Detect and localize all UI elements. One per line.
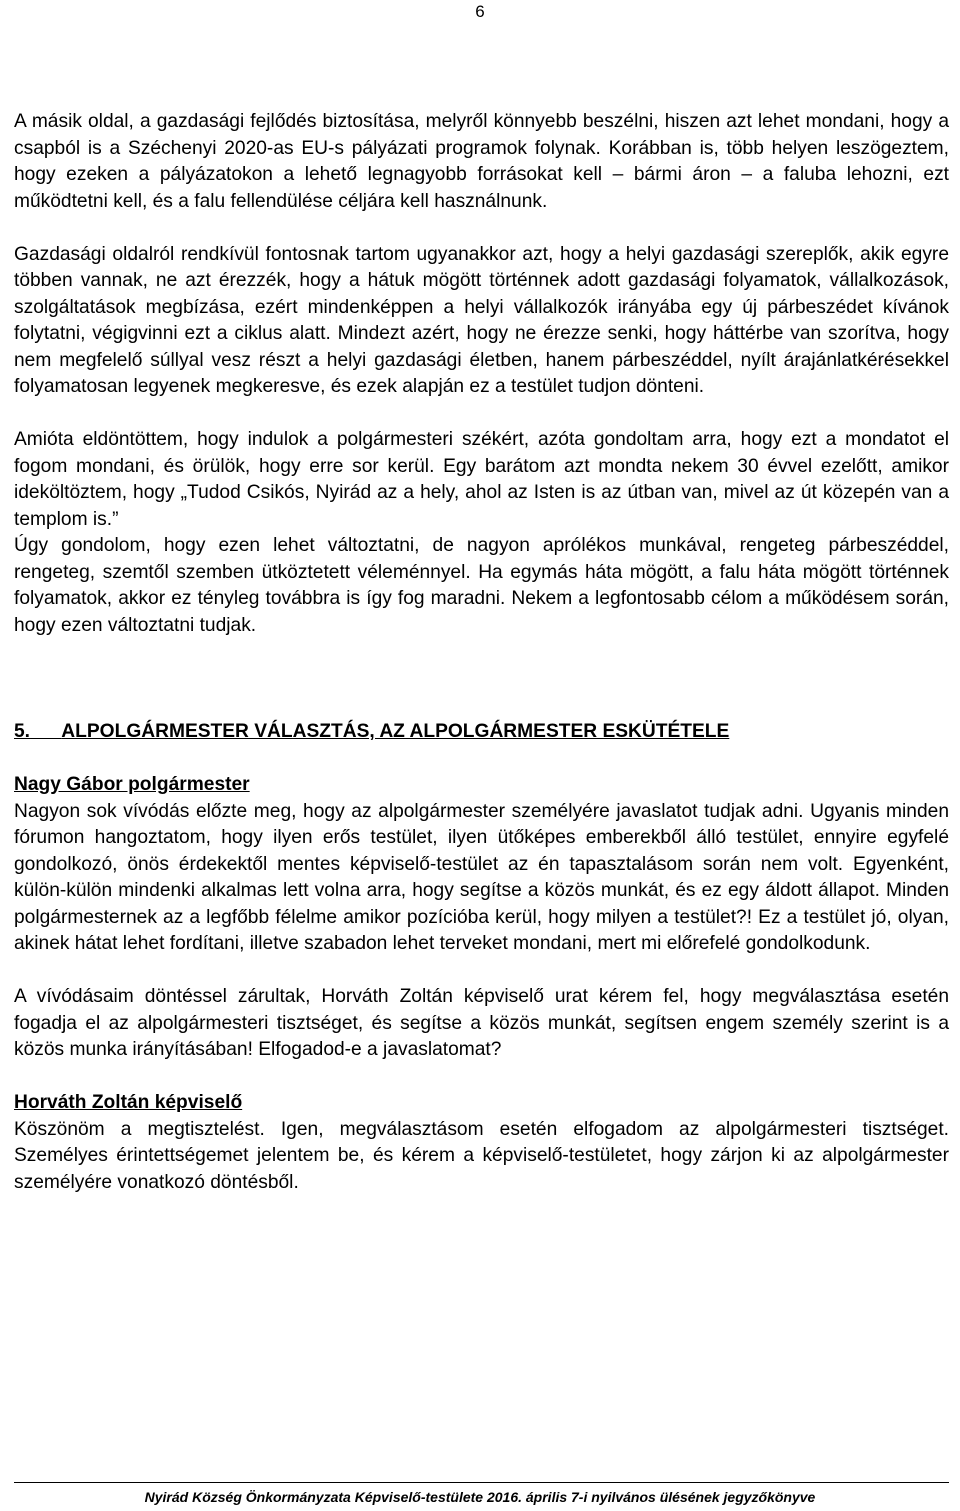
page-number: 6 xyxy=(475,2,485,21)
document-body xyxy=(14,109,949,1196)
footer-text: Nyirád Község Önkormányzata Képviselő-testülete 2016. április 7-i nyilvános ülésének jegyzőkönyve xyxy=(144,1489,816,1505)
section-heading xyxy=(14,719,949,746)
speech-text: Nagyon sok vívódás előzte meg, hogy az alpolgármester személyére javaslatot tudjak adni. Ugyanis minden fórumon hangoztatom, hogy ilyen erős testület, ilyen ütőképes emberekből álló testület, ennyire egyfelé gondolkozó, önös érdekektől mentes képviselő-testület az én tapasztalásom során nem volt. Egyenként, külön-külön mindenki alkalmas lett volna arra, hogy segítse a közös munkát, és ez egy áldott állapot. Minden polgármesternek az a legfőbb félelme amikor pozícióba kerül, hogy milyen a testület?! Ez a testület jó, olyan, akinek hátat lehet fordítani, illetve szabadon lehet terveket mondani, mert mi előrefelé gondolkodunk. xyxy=(14,800,949,954)
paragraph-friend-quote: Amióta eldöntöttem, hogy indulok a polgármesteri székért, azóta gondoltam arra, hogy ezt a mondatot el fogom mondani, és örülök, hogy erre sor kerül. Egy barátom azt mondta nekem 30 évvel ezelőtt, amikor ideköltöztem, hogy „Tudod Csikós, Nyirád az a hely, ahol az Isten is az útban van, mivel az út közepén van a templom is.” xyxy=(14,429,949,530)
paragraph-change: Úgy gondolom, hogy ezen lehet változtatni, de nagyon aprólékos munkával, rengeteg párbeszéddel, rengeteg, szemtől szemben ütköztetett véleménnyel. Ha egymás háta mögött, a falu háta mögött történnek folyamatok, akkor ez tényleg továbbra is így fog maradni. Nekem a legfontosabb célom a működésem során, hogy ezen változtatni tudjak. xyxy=(14,535,949,636)
speaker-name: Horváth Zoltán képviselő xyxy=(14,1092,243,1113)
section-title: ALPOLGÁRMESTER VÁLASZTÁS, AZ ALPOLGÁRMESTER ESKÜTÉTELE xyxy=(61,721,730,742)
paragraph-local-businesses: Gazdasági oldalról rendkívül fontosnak tartom ugyanakkor azt, hogy a helyi gazdasági szereplők, akik egyre többen vannak, ne azt érezzék, hogy a hátuk mögött történnek adott gazdasági folyamatok, vállalkozások, szolgáltatások megbízása, ezért mindenképpen a helyi vállalkozók irányába egy új párbeszédet kívánok folytatni, végigvinni ezt a ciklus alatt. Mindezt azért, hogy ne érezze senki, hogy háttérbe van szorítva, hogy nem megfelelő súllyal vesz részt a helyi gazdasági életben, hanem párbeszéddel, nyílt árajánlatkérésekkel folyamatosan legyenek megkeresve, és ezek alapján ez a testület tudjon dönteni. xyxy=(14,243,949,397)
speech-text: Köszönöm a megtisztelést. Igen, megválasztásom esetén elfogadom az alpolgármesteri tisztséget. Személyes érintettségemet jelentem be, és kérem a képviselő-testületet, hogy zárjon ki az alpolgármester személyére vonatkozó döntésből. xyxy=(14,1118,949,1193)
speaker-name: Nagy Gábor polgármester xyxy=(14,774,250,795)
speech-text: A vívódásaim döntéssel zárultak, Horváth Zoltán képviselő urat kérem fel, hogy megválasztása esetén fogadja el az alpolgármesteri tisztséget, és segítse a közös munkát, segítsen engem személy szerint is a közös munka irányításában! Elfogadod-e a javaslatomat? xyxy=(14,986,949,1060)
footer-divider xyxy=(14,1482,949,1483)
paragraph-economic-development: A másik oldal, a gazdasági fejlődés biztosítása, melyről könnyebb beszélni, hiszen azt lehet mondani, hogy a csapból is a Széchenyi 2020-as EU-s pályázati programok folynak. Korábban is, több helyen leszögeztem, hogy ezeken a pályázatokon a lehető legnagyobb forrásokat kell – bármi áron – a faluba lehozni, ezt működtetni kell, és a falu fellendülése céljára kell használnunk. xyxy=(14,111,949,212)
section-number: 5. xyxy=(14,721,31,742)
